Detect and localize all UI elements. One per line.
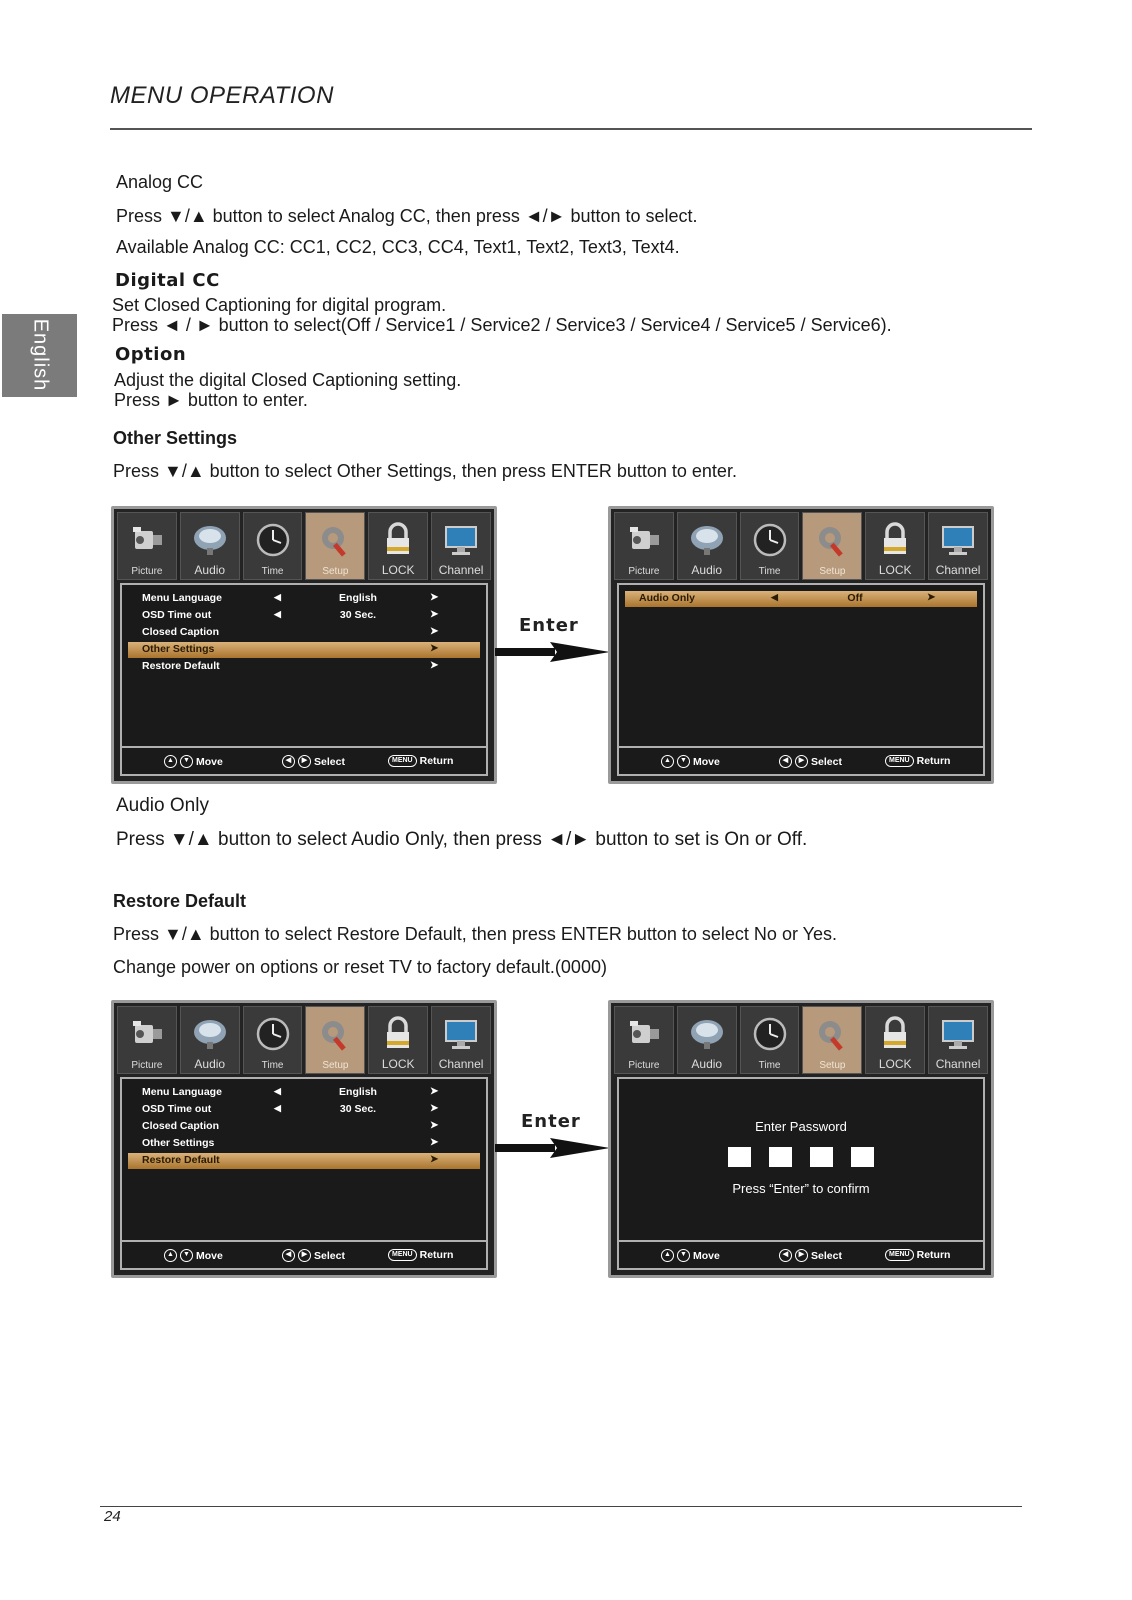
analog-cc-instruction-b: Analog CC, then press ◄/► button to select.	[334, 206, 698, 226]
tv-tab-label: Time	[261, 1060, 284, 1071]
footer-select-label: Select	[314, 1249, 345, 1262]
right-arrow-icon[interactable]: ➤	[430, 1154, 439, 1165]
tv-tab-time[interactable]	[740, 512, 800, 580]
right-arrow-icon[interactable]: ➤	[927, 592, 936, 603]
tv-tab-label: Channel	[438, 1057, 484, 1071]
footer-move-label: Move	[693, 1249, 720, 1262]
gear-tools-icon	[812, 521, 852, 559]
camcorder-icon	[127, 521, 167, 559]
tv-menu-item-label: Other Settings	[142, 1137, 215, 1149]
up-arrow-icon: ▲	[164, 755, 177, 768]
down-arrow-icon: ▼	[677, 1249, 690, 1262]
analog-cc-instruction-a: Press ▼/▲ button to select	[116, 206, 335, 226]
tv-screen-setup-other-settings	[111, 506, 497, 784]
tv-tab-lock[interactable]	[865, 512, 925, 580]
tv-menu-item-label: Closed Caption	[142, 1120, 220, 1132]
right-arrow-icon[interactable]: ➤	[430, 592, 439, 603]
tv-footer-bar	[617, 746, 985, 776]
page-number: 24	[104, 1508, 121, 1525]
tv-tab-label: Setup	[322, 566, 349, 577]
option-heading: Option	[115, 344, 187, 365]
digital-cc-instruction: Press ◄ / ► button to select(Off / Service1 / Service2 / Service3 / Service4 / Service5 / Service6).	[112, 315, 892, 335]
footer-move-label: Move	[196, 1249, 223, 1262]
footer-select-label: Select	[314, 755, 345, 768]
tv-tab-picture[interactable]	[614, 1006, 674, 1074]
footer-select	[282, 1249, 345, 1262]
left-arrow-icon[interactable]: ◀	[274, 1086, 281, 1096]
left-arrow-icon: ◀	[779, 1249, 792, 1262]
satellite-dish-icon	[687, 1015, 727, 1053]
camcorder-icon	[127, 1015, 167, 1053]
analog-cc-options: Available Analog CC: CC1, CC2, CC3, CC4, Text1, Text2, Text3, Text4.	[116, 237, 680, 257]
monitor-icon	[938, 1015, 978, 1053]
other-settings-instruction	[113, 461, 737, 482]
tv-tab-channel[interactable]	[928, 1006, 988, 1074]
tv-tab-label: Channel	[438, 563, 484, 577]
footer-return-label: Return	[916, 755, 951, 767]
analog-cc-instruction	[116, 206, 698, 227]
menu-key-icon: MENU	[388, 755, 417, 767]
left-arrow-icon[interactable]: ◀	[274, 1103, 281, 1113]
left-arrow-icon: ◀	[779, 755, 792, 768]
tv-tab-picture[interactable]	[117, 1006, 177, 1074]
password-digit-box[interactable]	[728, 1147, 751, 1167]
tv-menu-item-value: 30 Sec.	[339, 1103, 377, 1115]
restore-default-instruction-b: Restore Default, then press ENTER button to select No or Yes.	[331, 924, 837, 944]
option-instruction: Press ► button to enter.	[114, 390, 308, 410]
tv-menu-item-label: OSD Time out	[142, 609, 212, 621]
menu-key-icon: MENU	[885, 1249, 914, 1261]
tv-footer-bar	[120, 746, 488, 776]
footer-return-label: Return	[916, 1249, 951, 1261]
tv-tab-label: Audio	[691, 1057, 723, 1071]
audio-only-instruction	[116, 829, 807, 851]
header-rule	[110, 128, 1032, 130]
right-arrow-icon[interactable]: ➤	[430, 1120, 439, 1131]
camcorder-icon	[624, 521, 664, 559]
monitor-icon	[441, 521, 481, 559]
tv-menu-item-label: Closed Caption	[142, 626, 220, 638]
tv-tab-row	[614, 1006, 988, 1074]
tv-tab-label: Picture	[131, 1060, 163, 1071]
up-arrow-icon: ▲	[164, 1249, 177, 1262]
tv-tab-picture[interactable]	[117, 512, 177, 580]
password-digit-box[interactable]	[810, 1147, 833, 1167]
footer-move	[661, 1249, 720, 1262]
tv-footer-bar	[617, 1240, 985, 1270]
footer-select-label: Select	[811, 1249, 842, 1262]
tv-tab-channel[interactable]	[431, 1006, 491, 1074]
tv-menu-item[interactable]	[128, 1102, 480, 1118]
tv-tab-label: Audio	[194, 1057, 226, 1071]
password-confirm-hint: Press “Enter” to confirm	[732, 1181, 870, 1196]
tv-tab-picture[interactable]	[614, 512, 674, 580]
footer-return-label: Return	[419, 1249, 454, 1261]
restore-default-instruction	[113, 924, 837, 945]
padlock-icon	[378, 521, 418, 559]
right-arrow-icon: ▶	[298, 755, 311, 768]
footer-return	[388, 755, 453, 767]
monitor-icon	[938, 521, 978, 559]
tv-menu-item[interactable]	[128, 591, 480, 607]
tv-tab-time[interactable]	[243, 512, 303, 580]
up-arrow-icon: ▲	[661, 1249, 674, 1262]
right-arrow-icon[interactable]: ➤	[430, 1103, 439, 1114]
left-arrow-icon[interactable]: ◀	[274, 592, 281, 602]
right-arrow-icon	[495, 640, 610, 664]
tv-menu-item-value: English	[339, 1086, 377, 1098]
footer-move-label: Move	[196, 755, 223, 768]
digital-cc-description: Set Closed Captioning for digital program.	[112, 295, 447, 315]
right-arrow-icon	[495, 1136, 610, 1160]
tv-tab-channel[interactable]	[431, 512, 491, 580]
right-arrow-icon[interactable]: ➤	[430, 1137, 439, 1148]
audio-only-instruction-b: Audio Only, then press ◄/► button to set is On or Off.	[346, 829, 808, 850]
tv-tab-channel[interactable]	[928, 512, 988, 580]
clock-icon	[253, 1015, 293, 1053]
tv-tab-setup[interactable]	[305, 512, 365, 580]
left-arrow-icon: ◀	[282, 755, 295, 768]
tv-menu-item-label: Other Settings	[142, 643, 215, 655]
tv-menu-item-value: English	[339, 592, 377, 604]
tv-tab-label: Time	[261, 566, 284, 577]
tv-tab-label: Time	[758, 1060, 781, 1071]
satellite-dish-icon	[190, 521, 230, 559]
tv-menu-list	[120, 1077, 488, 1245]
tv-tab-label: LOCK	[878, 563, 912, 577]
footer-move	[164, 1249, 223, 1262]
restore-default-description: Change power on options or reset TV to factory default.(0000)	[113, 957, 607, 977]
tv-footer-bar	[120, 1240, 488, 1270]
right-arrow-icon[interactable]: ➤	[430, 1086, 439, 1097]
padlock-icon	[378, 1015, 418, 1053]
right-arrow-icon[interactable]: ➤	[430, 660, 439, 671]
tv-tab-setup[interactable]	[305, 1006, 365, 1074]
tv-screen-enter-password	[608, 1000, 994, 1278]
tv-tab-audio[interactable]	[677, 1006, 737, 1074]
tv-tab-label: Audio	[691, 563, 723, 577]
tv-menu-item[interactable]	[128, 1153, 480, 1169]
footer-move	[164, 755, 223, 768]
option-description: Adjust the digital Closed Captioning setting.	[114, 370, 462, 390]
tv-tab-lock[interactable]	[368, 1006, 428, 1074]
tv-menu-item[interactable]	[128, 625, 480, 641]
tv-menu-item[interactable]	[128, 608, 480, 624]
restore-default-instruction-a: Press ▼/▲ button to select	[113, 924, 332, 944]
tv-menu-list	[120, 583, 488, 751]
password-digit-box[interactable]	[769, 1147, 792, 1167]
tv-tab-lock[interactable]	[368, 512, 428, 580]
gear-tools-icon	[315, 521, 355, 559]
left-arrow-icon[interactable]: ◀	[771, 592, 778, 602]
language-side-tab	[2, 314, 77, 397]
tv-menu-item-label: OSD Time out	[142, 1103, 212, 1115]
tv-tab-audio[interactable]	[180, 1006, 240, 1074]
up-arrow-icon: ▲	[661, 755, 674, 768]
audio-only-instruction-a: Press ▼/▲ button to select	[116, 829, 347, 850]
footer-return	[885, 1249, 950, 1261]
audio-only-heading: Audio Only	[116, 795, 209, 816]
tv-tab-label: Time	[758, 566, 781, 577]
down-arrow-icon: ▼	[677, 755, 690, 768]
gear-tools-icon	[315, 1015, 355, 1053]
right-arrow-icon[interactable]: ➤	[430, 609, 439, 620]
tv-menu-item[interactable]	[128, 1136, 480, 1152]
gear-tools-icon	[812, 1015, 852, 1053]
digital-cc-heading: Digital CC	[115, 270, 220, 291]
other-settings-instruction-b: Other Settings, then press ENTER button to enter.	[331, 461, 737, 481]
language-side-tab-label: English	[29, 318, 52, 392]
satellite-dish-icon	[190, 1015, 230, 1053]
tv-tab-audio[interactable]	[180, 512, 240, 580]
tv-menu-item[interactable]	[625, 591, 977, 607]
enter-arrow-label: Enter	[519, 615, 579, 636]
left-arrow-icon: ◀	[282, 1249, 295, 1262]
footer-select	[779, 1249, 842, 1262]
tv-tab-row	[117, 1006, 491, 1074]
tv-tab-time[interactable]	[243, 1006, 303, 1074]
password-digit-boxes	[619, 1147, 983, 1167]
tv-tab-time[interactable]	[740, 1006, 800, 1074]
tv-tab-row	[614, 512, 988, 580]
clock-icon	[750, 1015, 790, 1053]
footer-select-label: Select	[811, 755, 842, 768]
satellite-dish-icon	[687, 521, 727, 559]
padlock-icon	[875, 1015, 915, 1053]
tv-menu-item[interactable]	[128, 642, 480, 658]
tv-screen-setup-restore-default	[111, 1000, 497, 1278]
tv-tab-label: LOCK	[381, 563, 415, 577]
tv-tab-setup[interactable]	[802, 1006, 862, 1074]
tv-menu-item-value: 30 Sec.	[339, 609, 377, 621]
right-arrow-icon: ▶	[795, 755, 808, 768]
footer-select	[779, 755, 842, 768]
password-panel	[617, 1077, 985, 1243]
right-arrow-icon: ▶	[795, 1249, 808, 1262]
tv-tab-setup[interactable]	[802, 512, 862, 580]
menu-key-icon: MENU	[885, 755, 914, 767]
tv-tab-label: Setup	[322, 1060, 349, 1071]
tv-tab-label: LOCK	[878, 1057, 912, 1071]
footer-move-label: Move	[693, 755, 720, 768]
footer-select	[282, 755, 345, 768]
padlock-icon	[875, 521, 915, 559]
tv-menu-item-label: Audio Only	[639, 592, 695, 604]
right-arrow-icon[interactable]: ➤	[430, 643, 439, 654]
camcorder-icon	[624, 1015, 664, 1053]
tv-tab-label: Picture	[628, 566, 660, 577]
tv-menu-item[interactable]	[128, 1085, 480, 1101]
tv-tab-lock[interactable]	[865, 1006, 925, 1074]
tv-menu-item[interactable]	[128, 659, 480, 675]
down-arrow-icon: ▼	[180, 755, 193, 768]
clock-icon	[750, 521, 790, 559]
monitor-icon	[441, 1015, 481, 1053]
tv-tab-label: Picture	[131, 566, 163, 577]
tv-tab-label: Setup	[819, 566, 846, 577]
tv-tab-label: Channel	[935, 1057, 981, 1071]
restore-default-heading: Restore Default	[113, 891, 247, 911]
tv-tab-label: LOCK	[381, 1057, 415, 1071]
other-settings-heading: Other Settings	[113, 428, 238, 448]
tv-tab-label: Setup	[819, 1060, 846, 1071]
right-arrow-icon[interactable]: ➤	[430, 626, 439, 637]
tv-menu-item-label: Menu Language	[142, 1086, 222, 1098]
analog-cc-heading: Analog CC	[116, 172, 204, 192]
tv-menu-item-value: Off	[847, 592, 863, 604]
tv-menu-item[interactable]	[128, 1119, 480, 1135]
other-settings-instruction-a: Press ▼/▲ button to select	[113, 461, 332, 481]
tv-menu-item-label: Restore Default	[142, 660, 220, 672]
tv-menu-item-label: Menu Language	[142, 592, 222, 604]
footer-move	[661, 755, 720, 768]
tv-menu-list	[617, 583, 985, 751]
left-arrow-icon[interactable]: ◀	[274, 609, 281, 619]
tv-screen-audio-only	[608, 506, 994, 784]
tv-menu-item-label: Restore Default	[142, 1154, 220, 1166]
tv-tab-row	[117, 512, 491, 580]
menu-key-icon: MENU	[388, 1249, 417, 1261]
footer-return-label: Return	[419, 755, 454, 767]
page-title: MENU OPERATION	[110, 82, 334, 109]
password-digit-box[interactable]	[851, 1147, 874, 1167]
right-arrow-icon: ▶	[298, 1249, 311, 1262]
clock-icon	[253, 521, 293, 559]
tv-tab-label: Audio	[194, 563, 226, 577]
down-arrow-icon: ▼	[180, 1249, 193, 1262]
enter-arrow-label: Enter	[521, 1111, 581, 1132]
footer-return	[885, 755, 950, 767]
footer-return	[388, 1249, 453, 1261]
tv-tab-label: Picture	[628, 1060, 660, 1071]
footer-rule	[100, 1506, 1022, 1507]
password-prompt: Enter Password	[755, 1119, 847, 1134]
tv-tab-audio[interactable]	[677, 512, 737, 580]
tv-tab-label: Channel	[935, 563, 981, 577]
